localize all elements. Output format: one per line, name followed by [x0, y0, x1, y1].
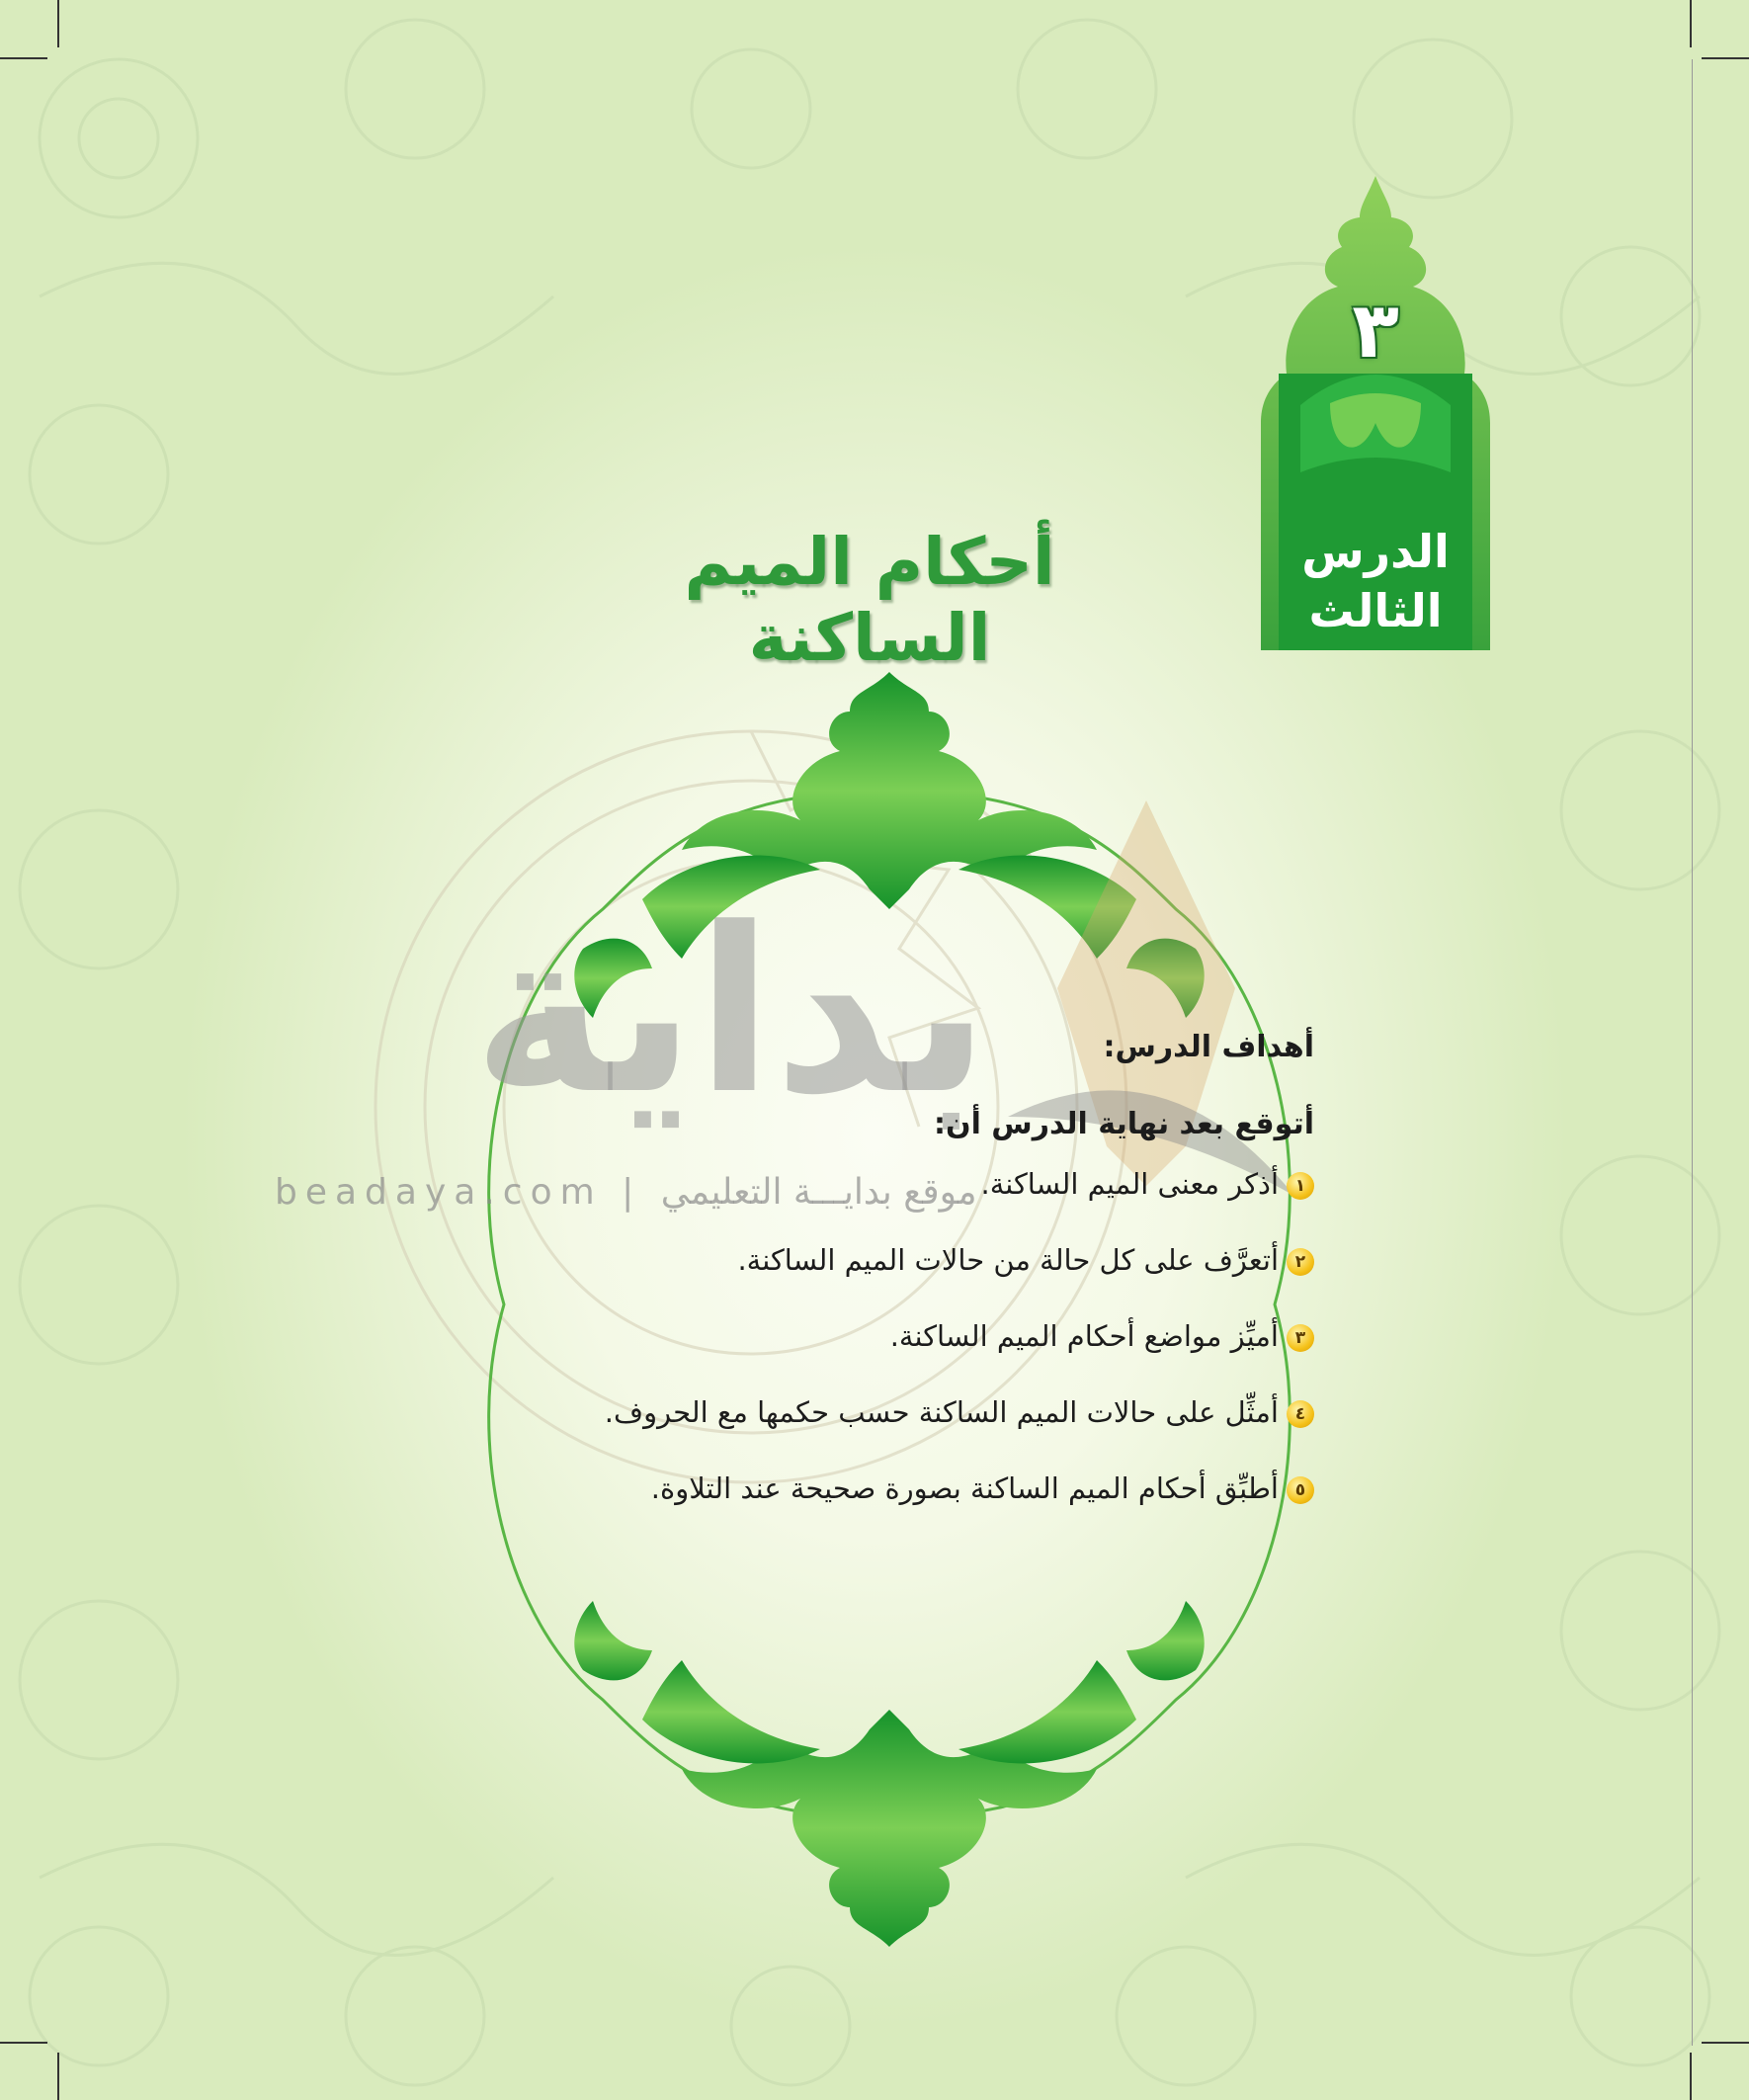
- number-bullet: ٥: [1287, 1476, 1314, 1504]
- objective-item: [563, 1316, 1314, 1392]
- lesson-number: ٣: [1352, 287, 1399, 376]
- objective-text: أذكر معنى الميم الساكنة.: [980, 1167, 1279, 1201]
- watermark-logo-text: بداية: [472, 881, 990, 1144]
- crop-mark: [1702, 2042, 1749, 2044]
- objectives-intro: أتوقع بعد نهاية الدرس أن:: [933, 1107, 1314, 1141]
- objective-text: أمثِّل على حالات الميم الساكنة حسب حكمها مع الحروف.: [604, 1395, 1279, 1429]
- lesson-objectives: [563, 1028, 1314, 1545]
- number-bullet: ١: [1287, 1172, 1314, 1200]
- crop-mark: [0, 2042, 47, 2044]
- objectives-heading: أهداف الدرس:: [1103, 1030, 1314, 1064]
- lesson-label-line2: الثالث: [1308, 584, 1443, 637]
- lesson-title: أحكام الميم الساكنة: [684, 524, 1055, 676]
- objective-text: أميِّز مواضع أحكام الميم الساكنة.: [889, 1319, 1279, 1353]
- number-bullet: ٤: [1287, 1400, 1314, 1428]
- crop-mark: [0, 57, 47, 59]
- crop-mark: [57, 0, 59, 47]
- objective-item: [563, 1392, 1314, 1469]
- page-border-line: [1692, 59, 1693, 2046]
- crop-mark: [1690, 0, 1692, 47]
- watermark-url: beadaya.com | موقع بدايـــة التعليمي: [275, 1172, 977, 1213]
- objective-item: [563, 1164, 1314, 1240]
- lesson-badge-ornament: [1261, 176, 1490, 650]
- objective-text: أتعرَّف على كل حالة من حالات الميم الساكنة.: [737, 1243, 1279, 1277]
- crop-mark: [1702, 57, 1749, 59]
- number-bullet: ٣: [1287, 1324, 1314, 1352]
- objective-item: [563, 1240, 1314, 1316]
- lesson-label-line1: الدرس: [1301, 525, 1450, 578]
- objective-item: [563, 1469, 1314, 1545]
- number-bullet: ٢: [1287, 1248, 1314, 1276]
- objective-text: أطبِّق أحكام الميم الساكنة بصورة صحيحة عند التلاوة.: [650, 1471, 1279, 1505]
- crop-mark: [1690, 2053, 1692, 2100]
- crop-mark: [57, 2053, 59, 2100]
